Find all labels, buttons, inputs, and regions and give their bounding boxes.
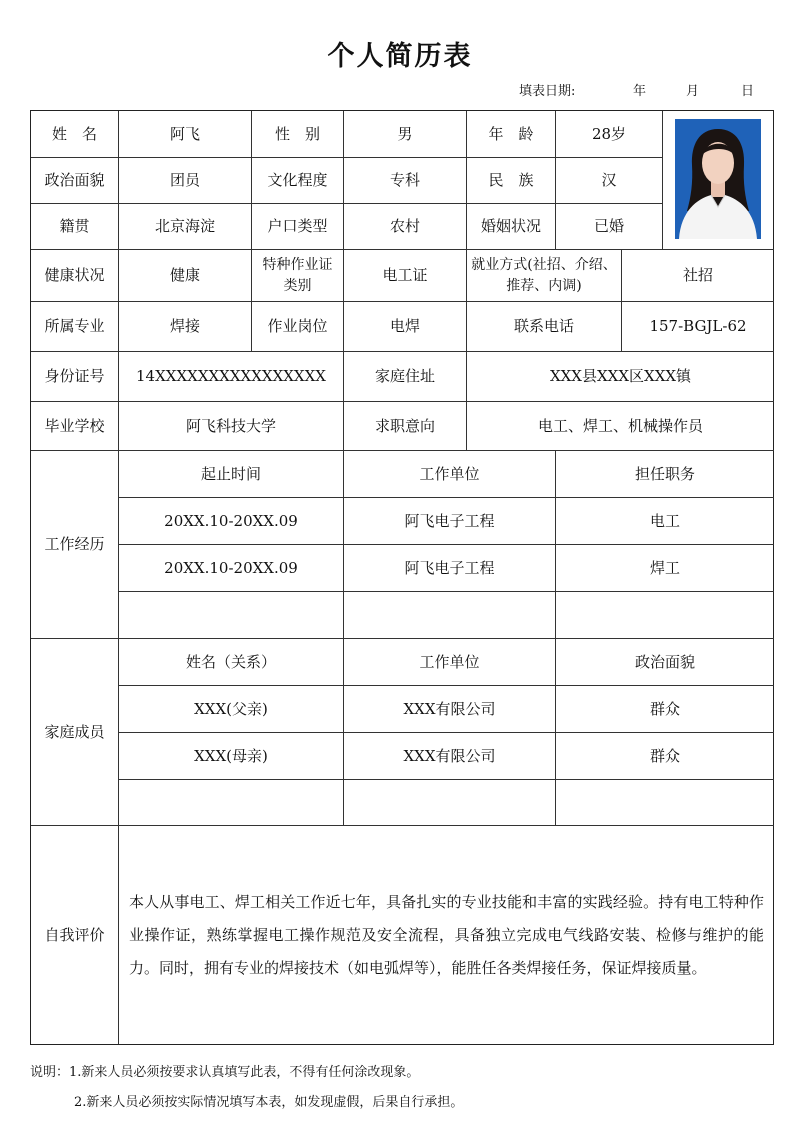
id-label: 身份证号 — [31, 352, 119, 402]
school-label: 毕业学校 — [31, 402, 119, 451]
family-row-1-company: XXX有限公司 — [344, 686, 556, 733]
gender-value: 男 — [344, 111, 467, 158]
major-label: 所属专业 — [31, 302, 119, 352]
origin-value: 北京海淀 — [119, 204, 252, 250]
family-header-political: 政治面貌 — [556, 639, 774, 686]
work-row-3-title — [556, 592, 774, 639]
note-1: 说明：1.新来人员必须按要求认真填写此表，不得有任何涂改现象。 — [30, 1065, 420, 1080]
ethnicity-value: 汉 — [556, 158, 663, 204]
ethnicity-label: 民 族 — [467, 158, 556, 204]
health-value: 健康 — [119, 250, 252, 302]
position-label: 作业岗位 — [252, 302, 344, 352]
marital-label: 婚姻状况 — [467, 204, 556, 250]
hukou-value: 农村 — [344, 204, 467, 250]
portrait-icon — [675, 119, 761, 239]
name-label: 姓 名 — [31, 111, 119, 158]
fill-date-year: 年 — [633, 84, 647, 99]
family-row-3-political — [556, 780, 774, 826]
family-row-2-political: 群众 — [556, 733, 774, 780]
school-value: 阿飞科技大学 — [119, 402, 344, 451]
notes — [30, 1058, 770, 1118]
special-cert-value: 电工证 — [344, 250, 467, 302]
fill-date-day: 日 — [741, 84, 755, 99]
address-value: XXX县XXX区XXX镇 — [467, 352, 774, 402]
fill-date-line — [0, 80, 800, 100]
marital-value: 已婚 — [556, 204, 663, 250]
address-label: 家庭住址 — [344, 352, 467, 402]
fill-date-month: 月 — [686, 84, 700, 99]
work-row-3-company — [344, 592, 556, 639]
work-header-title: 担任职务 — [556, 451, 774, 498]
major-value: 焊接 — [119, 302, 252, 352]
self-evaluation-label: 自我评价 — [31, 826, 119, 1044]
family-row-2-company: XXX有限公司 — [344, 733, 556, 780]
photo-cell — [663, 111, 774, 250]
education-value: 专科 — [344, 158, 467, 204]
work-header-period: 起止时间 — [119, 451, 344, 498]
employment-value: 社招 — [622, 250, 774, 302]
family-members-label: 家庭成员 — [31, 639, 119, 826]
work-row-1-period: 20XX.10-20XX.09 — [119, 498, 344, 545]
family-row-1-name: XXX(父亲) — [119, 686, 344, 733]
political-label: 政治面貌 — [31, 158, 119, 204]
special-cert-label: 特种作业证类别 — [252, 250, 344, 302]
gender-label: 性 别 — [252, 111, 344, 158]
education-label: 文化程度 — [252, 158, 344, 204]
person-photo-icon — [675, 119, 761, 239]
work-row-3-period — [119, 592, 344, 639]
work-header-company: 工作单位 — [344, 451, 556, 498]
work-row-1-title: 电工 — [556, 498, 774, 545]
family-header-name: 姓名（关系） — [119, 639, 344, 686]
family-row-3-name — [119, 780, 344, 826]
family-header-company: 工作单位 — [344, 639, 556, 686]
origin-label: 籍贯 — [31, 204, 119, 250]
employment-label: 就业方式(社招、介绍、推荐、内调) — [467, 250, 622, 302]
work-row-2-company: 阿飞电子工程 — [344, 545, 556, 592]
resume-form — [30, 110, 774, 1045]
form-title: 个人简历表 — [327, 41, 473, 72]
hukou-label: 户口类型 — [252, 204, 344, 250]
phone-value: 157-BGJL-62 — [622, 302, 774, 352]
family-row-2-name: XXX(母亲) — [119, 733, 344, 780]
health-label: 健康状况 — [31, 250, 119, 302]
political-value: 团员 — [119, 158, 252, 204]
name-value: 阿飞 — [119, 111, 252, 158]
work-experience-label: 工作经历 — [31, 451, 119, 639]
family-row-1-political: 群众 — [556, 686, 774, 733]
work-row-2-period: 20XX.10-20XX.09 — [119, 545, 344, 592]
fill-date-label: 填表日期: — [519, 84, 576, 99]
position-value: 电焊 — [344, 302, 467, 352]
intent-label: 求职意向 — [344, 402, 467, 451]
phone-label: 联系电话 — [467, 302, 622, 352]
work-row-1-company: 阿飞电子工程 — [344, 498, 556, 545]
intent-value: 电工、焊工、机械操作员 — [467, 402, 774, 451]
family-row-3-company — [344, 780, 556, 826]
note-2: 2.新来人员必须按实际情况填写本表，如发现虚假，后果自行承担。 — [74, 1095, 464, 1110]
work-row-2-title: 焊工 — [556, 545, 774, 592]
self-evaluation-text: 本人从事电工、焊工相关工作近七年，具备扎实的专业技能和丰富的实践经验。持有电工特种作业操作证，熟练掌握电工操作规范及安全流程，具备独立完成电气线路安装、检修与维护的能力。同时，拥有专业的焊接技术（如电弧焊等），能胜任各类焊接任务，保证焊接质量。 — [129, 892, 764, 977]
age-value: 28岁 — [556, 111, 663, 158]
id-value: 14XXXXXXXXXXXXXXXX — [119, 352, 344, 402]
age-label: 年 龄 — [467, 111, 556, 158]
